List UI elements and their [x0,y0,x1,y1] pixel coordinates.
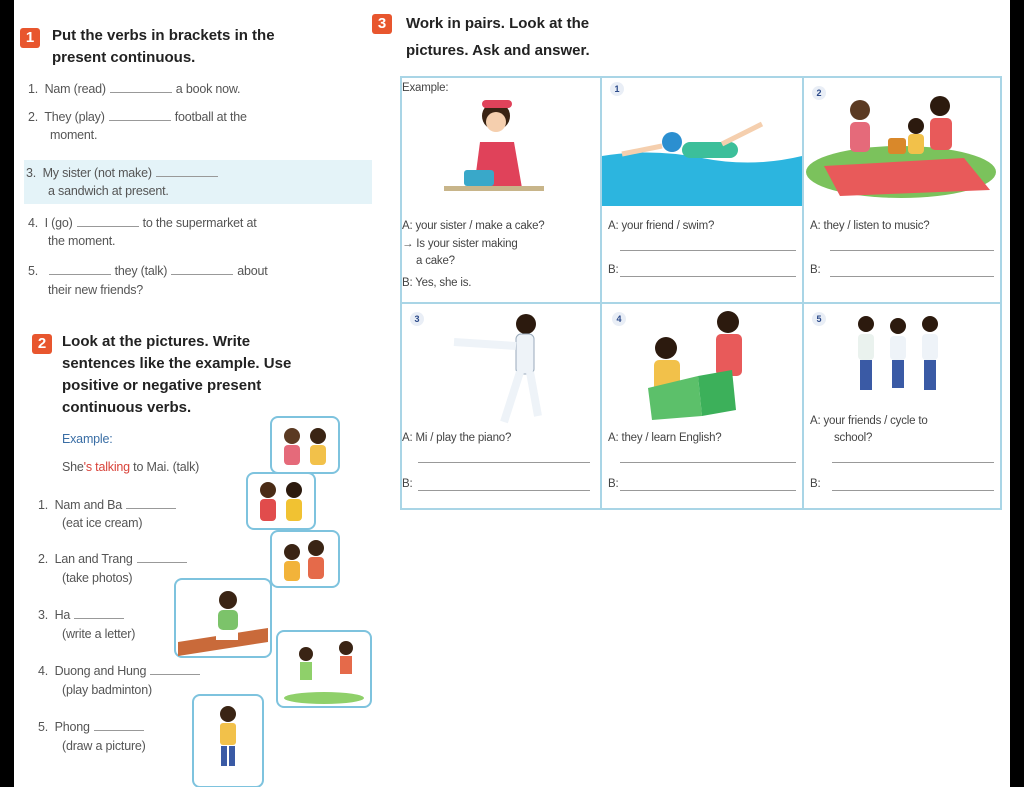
ex1-item-2: 2. They (play) football at the [28,110,247,124]
ex3-cell-3-number: 3 [410,312,424,326]
workbook-page [14,0,1010,787]
exercise-1-title-line1: Put the verbs in brackets in the [52,27,275,44]
swimming-boy-illustration [602,96,802,206]
ex2-item-3: 3. Ha [38,606,128,624]
exercise-3-number: 3 [372,14,392,34]
ex2-example-label: Example: [62,432,113,446]
ex3-cell-5-number: 5 [812,312,826,326]
ex3-cell-1-question: A: your friend / swim? [608,220,715,232]
ex2-item-1-hint: (eat ice cream) [62,516,143,530]
girls-photos-illustration [272,532,338,586]
exercise-1-number: 1 [20,28,40,48]
picture-phong [192,694,264,787]
ex1-item-4: 4. I (go) to the supermarket at [28,216,257,230]
ex3-cell-5-question-line2: school? [834,432,873,444]
answer-line [418,462,590,463]
ex1-item-3-cont: a sandwich at present. [48,184,169,198]
exercise-2-title-line2: sentences like the example. Use [62,355,292,372]
ex2-item-1: 1. Nam and Ba [38,496,180,514]
ex2-item-4-hint: (play badminton) [62,683,152,697]
ex2-example-sentence: She's talking to Mai. (talk) [62,460,200,474]
ex2-item-5-hint: (draw a picture) [62,739,146,753]
ex3-example-label: Example: [402,82,449,94]
ex3-cell-5-question-line1: A: your friends / cycle to [810,415,928,427]
picture-ha [174,578,272,658]
girl-karate-illustration [434,306,574,428]
picture-duong-hung [276,630,372,708]
ex3-cell-2-question: A: they / listen to music? [810,220,930,232]
answer-line [620,250,796,251]
ex3-cell-4-question: A: they / learn English? [608,432,722,444]
answer-line [418,490,590,491]
ex3-cell-5-b: B: [810,478,821,490]
ex3-cell-2-number: 2 [812,86,826,100]
ex3-cell-3-b: B: [402,478,413,490]
exercise-3-title-line1: Work in pairs. Look at the [406,15,590,32]
ex3-example-question: A: your sister / make a cake? [402,220,545,232]
ex2-item-4: 4. Duong and Hung [38,662,204,680]
ex2-item-2: 2. Lan and Trang [38,550,191,568]
answer-line [620,490,796,491]
picture-girls-talking [270,416,340,474]
family-picnic-illustration [804,92,998,202]
ex3-example-answer-line2: a cake? [416,255,455,267]
ex3-cell-1-number: 1 [610,82,624,96]
picture-nam-ba [246,472,316,530]
ex2-item-5: 5. Phong [38,718,148,736]
girl-making-cake-illustration [434,92,554,204]
exercise-2-title-line1: Look at the pictures. Write [62,333,251,350]
boy-drawing-illustration [194,696,262,786]
ex1-item-3: 3. My sister (not make) [26,164,222,182]
ex3-cell-4-number: 4 [612,312,626,326]
answer-line [832,490,994,491]
ex3-cell-3-question: A: Mi / play the piano? [402,432,512,444]
answer-line [830,276,994,277]
ex1-item-1: 1. Nam (read) a book now. [28,82,241,96]
exercise-2-title-line4: continuous verbs. [62,399,192,416]
answer-line [832,462,994,463]
ex3-example-answer-line1: → Is your sister making [402,238,518,250]
boys-ice-cream-illustration [248,474,314,528]
exercise-2-title-line3: positive or negative present [62,377,262,394]
answer-line [620,462,796,463]
ex1-item-5: 5. they (talk) about [28,264,268,278]
ex1-item-2-cont: moment. [50,128,98,142]
kids-reading-illustration [636,304,756,424]
boys-badminton-illustration [278,632,370,706]
ex3-example-b: B: Yes, she is. [402,277,472,289]
answer-line [620,276,796,277]
ex2-item-2-hint: (take photos) [62,571,133,585]
exercise-1-title-line2: present continuous. [52,49,196,66]
friends-walking-illustration [846,310,956,410]
answer-line [830,250,994,251]
ex1-item-4-cont: the moment. [48,234,116,248]
ex2-item-3-hint: (write a letter) [62,627,136,641]
girl-writing-illustration [176,580,270,656]
ex1-item-5-cont: their new friends? [48,283,144,297]
ex3-cell-4-b: B: [608,478,619,490]
picture-lan-trang [270,530,340,588]
ex3-cell-1-b: B: [608,264,619,276]
exercise-2-number: 2 [32,334,52,354]
girls-talking-illustration [272,418,338,472]
ex3-cell-2-b: B: [810,264,821,276]
exercise-3-title-line2: pictures. Ask and answer. [406,42,590,59]
